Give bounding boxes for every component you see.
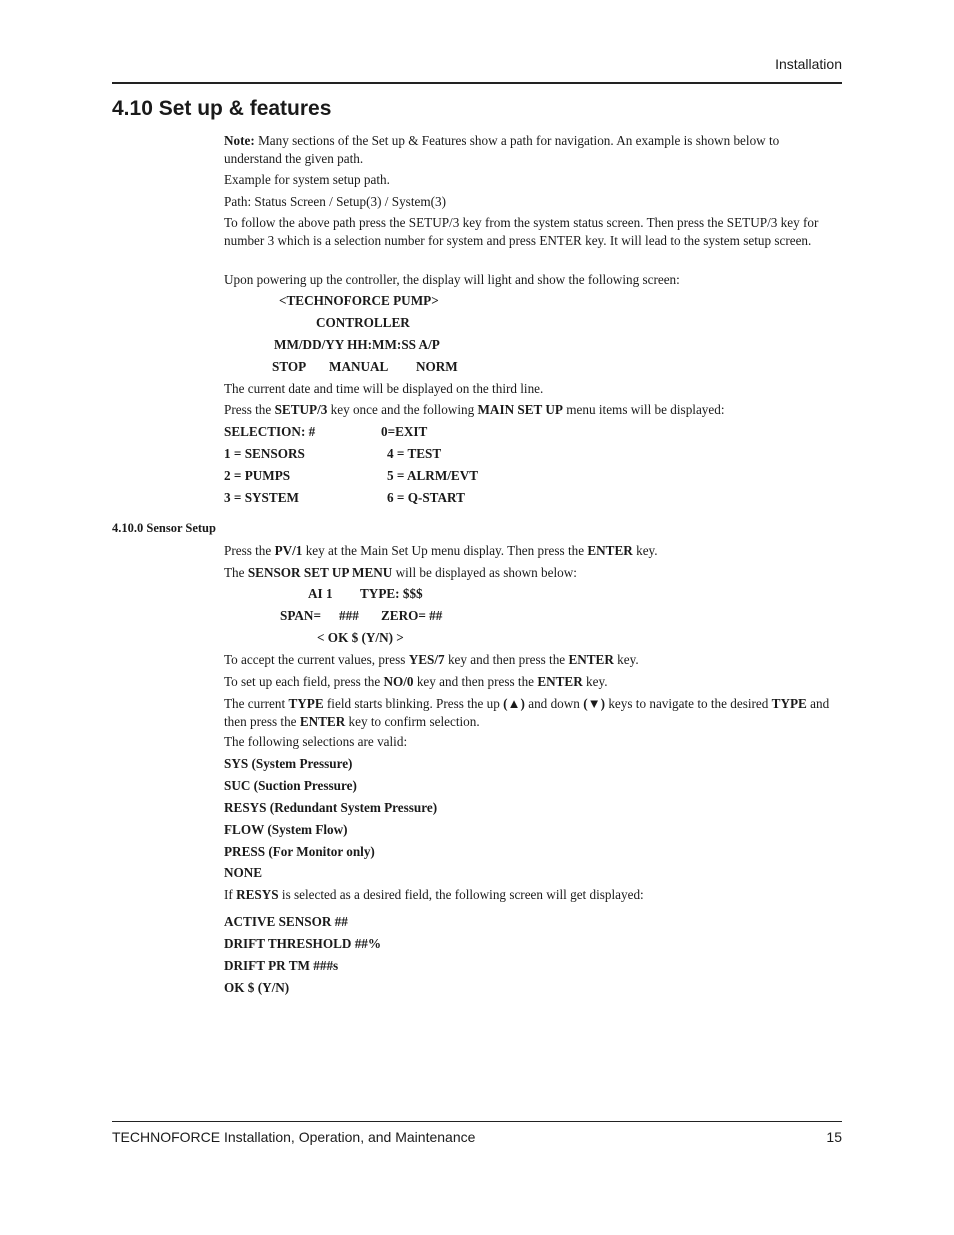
resys-screen-line: ACTIVE SENSOR ##: [224, 914, 348, 929]
date-line: The current date and time will be displayed on the third line.: [224, 381, 544, 396]
sensor-type: TYPE: $$$: [360, 586, 423, 601]
startup-line-4-manual: MANUAL: [329, 359, 389, 374]
sensor-span-value: ###: [339, 608, 359, 623]
sensor-ai: AI 1: [308, 586, 333, 601]
selection-item: SUC (Suction Pressure): [224, 778, 357, 793]
section-title: 4.10 Set up & features: [112, 97, 332, 120]
menu-item: 4 = TEST: [387, 446, 442, 461]
powerup-line: Upon powering up the controller, the display will light and show the following screen:: [224, 272, 680, 287]
sensor-menu-line: The SENSOR SET UP MENU will be displayed as shown below:: [224, 565, 577, 580]
running-header: Installation: [775, 56, 842, 72]
resys-line: If RESYS is selected as a desired field, the following screen will get displayed:: [224, 887, 644, 902]
startup-line-4-norm: NORM: [416, 359, 458, 374]
note-label: Note:: [224, 133, 255, 148]
menu-item: 2 = PUMPS: [224, 468, 291, 483]
selection-item: NONE: [224, 865, 263, 880]
startup-line-2: CONTROLLER: [316, 315, 410, 330]
menu-item: 5 = ALRM/EVT: [387, 468, 479, 483]
note-paragraph: [224, 132, 830, 167]
selection-item: RESYS (Redundant System Pressure): [224, 800, 438, 815]
path-line: Path: Status Screen / Setup(3) / System(3): [224, 194, 446, 209]
selection-item: FLOW (System Flow): [224, 822, 348, 837]
example-line: Example for system setup path.: [224, 172, 390, 187]
resys-screen-line: DRIFT THRESHOLD ##%: [224, 936, 382, 951]
resys-screen-line: OK $ (Y/N): [224, 980, 290, 995]
press-pv-line: Press the PV/1 key at the Main Set Up menu display. Then press the ENTER key.: [224, 543, 658, 558]
resys-screen-line: DRIFT PR TM ###s: [224, 958, 339, 973]
menu-item: 3 = SYSTEM: [224, 490, 299, 505]
valid-line: The following selections are valid:: [224, 734, 408, 749]
page-number: 15: [826, 1129, 842, 1145]
menu-exit: 0=EXIT: [381, 424, 428, 439]
setup-field-line: To set up each field, press the NO/0 key and then press the ENTER key.: [224, 674, 608, 689]
menu-item: 6 = Q-START: [387, 490, 465, 505]
subsection-title: 4.10.0 Sensor Setup: [112, 521, 216, 535]
selection-item: PRESS (For Monitor only): [224, 844, 375, 859]
footer-title: TECHNOFORCE Installation, Operation, and Maintenance: [112, 1129, 476, 1145]
startup-line-1: <TECHNOFORCE PUMP>: [279, 293, 439, 308]
type-paragraph: The current TYPE field starts blinking. Press the up (▲) and down (▼) keys to navigate to the desired TYPE and then press the ENTER key to confirm selection.: [224, 696, 830, 729]
menu-item: 1 = SENSORS: [224, 446, 305, 461]
note-text: Many sections of the Set up & Features show a path for navigation. An example is shown below to understand the given path.: [224, 133, 780, 166]
footer-rule: [112, 1121, 842, 1122]
header-rule: [112, 82, 842, 84]
selection-item: SYS (System Pressure): [224, 756, 353, 771]
startup-line-3: MM/DD/YY HH:MM:SS A/P: [274, 337, 440, 352]
sensor-zero: ZERO= ##: [381, 608, 443, 623]
accept-line: To accept the current values, press YES/7 key and then press the ENTER key.: [224, 652, 639, 667]
menu-selection-label: SELECTION: #: [224, 424, 316, 439]
sensor-ok: < OK $ (Y/N) >: [317, 630, 404, 645]
startup-line-4-stop: STOP: [272, 359, 307, 374]
press-setup-line: Press the SETUP/3 key once and the following MAIN SET UP menu items will be displayed:: [224, 402, 725, 417]
sensor-span: SPAN=: [280, 608, 321, 623]
follow-paragraph: To follow the above path press the SETUP/3 key from the system status screen. Then press the SETUP/3 key for number 3 which is a selection number for system and press ENTER key. It will lead to the system setup screen.: [224, 215, 819, 248]
